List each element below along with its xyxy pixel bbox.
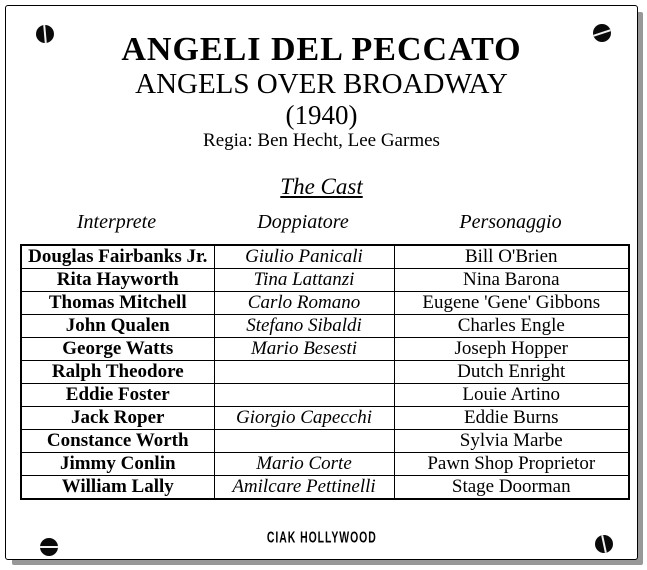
cast-table-row	[21, 407, 629, 430]
cell-interprete: Constance Worth	[21, 430, 214, 453]
cell-doppiatore: Giorgio Capecchi	[214, 407, 394, 430]
cell-personaggio: Bill O'Brien	[394, 245, 629, 269]
cast-table-row	[21, 315, 629, 338]
cell-doppiatore: Mario Corte	[214, 453, 394, 476]
cast-table	[20, 244, 630, 500]
ciak-hollywood-logo: CIAK HOLLYWOOD	[266, 530, 377, 547]
title-italian: ANGELI DEL PECCATO	[121, 31, 522, 68]
cell-interprete: Rita Hayworth	[21, 269, 214, 292]
cast-table-row	[21, 430, 629, 453]
release-year: (1940)	[285, 100, 358, 130]
cell-interprete: Eddie Foster	[21, 384, 214, 407]
cell-interprete: John Qualen	[21, 315, 214, 338]
cast-table-row	[21, 292, 629, 315]
cell-personaggio: Joseph Hopper	[394, 338, 629, 361]
cast-table-row	[21, 476, 629, 500]
cell-interprete: George Watts	[21, 338, 214, 361]
plaque-content	[6, 6, 637, 559]
cell-doppiatore: Carlo Romano	[214, 292, 394, 315]
table-column-headers	[20, 210, 628, 234]
cast-table-row	[21, 453, 629, 476]
cell-interprete: Jack Roper	[21, 407, 214, 430]
column-header-personaggio: Personaggio	[459, 211, 562, 233]
cast-table-row	[21, 338, 629, 361]
cell-personaggio: Dutch Enright	[394, 361, 629, 384]
cell-doppiatore: Tina Lattanzi	[214, 269, 394, 292]
cast-table-row	[21, 245, 629, 269]
cell-doppiatore	[214, 384, 394, 407]
cast-table-row	[21, 361, 629, 384]
cast-table-body	[21, 245, 629, 499]
director-line: Regia: Ben Hecht, Lee Garmes	[203, 130, 440, 151]
cell-personaggio: Stage Doorman	[394, 476, 629, 500]
cell-personaggio: Louie Artino	[394, 384, 629, 407]
cell-interprete: Thomas Mitchell	[21, 292, 214, 315]
cell-doppiatore	[214, 361, 394, 384]
cell-personaggio: Eddie Burns	[394, 407, 629, 430]
cast-table-row	[21, 269, 629, 292]
cell-personaggio: Sylvia Marbe	[394, 430, 629, 453]
column-header-interprete: Interprete	[76, 211, 157, 233]
cast-plaque	[5, 5, 638, 560]
cell-personaggio: Charles Engle	[394, 315, 629, 338]
cell-doppiatore: Amilcare Pettinelli	[214, 476, 394, 500]
cell-interprete: Douglas Fairbanks Jr.	[21, 245, 214, 269]
title-english: ANGELS OVER BROADWAY	[135, 68, 508, 100]
cell-interprete: William Lally	[21, 476, 214, 500]
cast-table-row	[21, 384, 629, 407]
cell-doppiatore: Stefano Sibaldi	[214, 315, 394, 338]
cell-interprete: Jimmy Conlin	[21, 453, 214, 476]
cell-personaggio: Eugene 'Gene' Gibbons	[394, 292, 629, 315]
column-header-doppiatore: Doppiatore	[257, 211, 349, 233]
cell-doppiatore: Giulio Panicali	[214, 245, 394, 269]
cell-interprete: Ralph Theodore	[21, 361, 214, 384]
section-title-the-cast: The Cast	[280, 174, 363, 199]
cell-personaggio: Nina Barona	[394, 269, 629, 292]
cell-doppiatore	[214, 430, 394, 453]
cell-doppiatore: Mario Besesti	[214, 338, 394, 361]
cell-personaggio: Pawn Shop Proprietor	[394, 453, 629, 476]
